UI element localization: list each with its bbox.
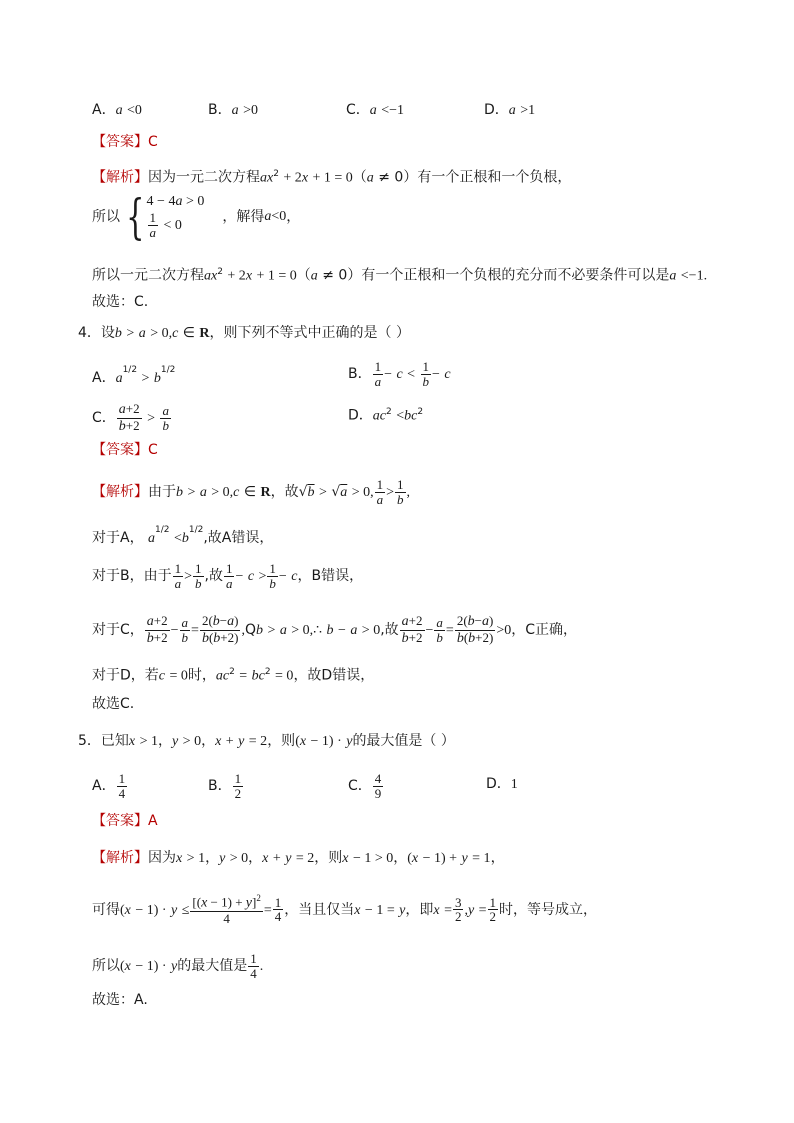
q3-analysis-line3: 所以一元二次方程$ax^2 + 2x + 1 = 0(a \ne 0)$有一个正根和一个负根的充分而不必要条件可以是a <−1. [92,267,708,284]
q5-analysis-line3: 所以(x − 1) · y的最大值是 $\frac{1}{4}$ . [92,951,264,981]
q3-conclusion: 故选：C. [92,294,149,310]
q3-answer: 【答案】C [92,134,158,150]
q5-conclusion: 故选：A. [92,992,148,1008]
q4-conclusion: 故选C. [92,696,135,712]
q5-option-b: B． $\frac{1}{2}$ [208,771,242,801]
q4-option-b: B． $\frac{1}{a}$ − c < $\frac{1}{b}$ − c [348,359,451,389]
q3-option-b: B．a >0 [208,102,258,118]
q4-stem: 4．设b > a > 0,c ∈ R，则下列不等式中正确的是（ ） [78,325,410,341]
q5-option-c: C． $\frac{4}{9}$ [348,771,382,801]
q5-analysis-line2: 可得(x − 1) · y ≤ $\frac{[(x - 1) + y]^2}{4}$ = $\frac{1}{4}$ ，当且仅当x − 1 = y，即x = $\frac{3}{2}$ ,y = $\frac{1}{2}$ 时，等号成立， [92,893,598,927]
q4-option-a: A．$a^{1/2} > b^{1/2}$ [92,365,176,386]
q4-analysis-c: 对于C， $\frac{a+2}{b+2}$ − $\frac{a}{b}$ = $\frac{2(b-a)}{b(b+2)}$ ,Qb > a > 0,∴ b − a > 0,故 $\frac{a+2}{b+2}$ − $\frac{a}{b}$ = $\frac{2(b-a)}{b(b+2)}$ >0，C正确， [92,613,578,646]
q5-option-a: A． $\frac{1}{4}$ [92,771,126,801]
q4-analysis-d: 对于D，若c = 0时，$ac^2 = bc^2 = 0$，故D错误， [92,667,375,684]
q5-option-d: D．1 [486,776,518,792]
q3-analysis-system: 所以 { 4 − 4a > 0 $\frac{1}{a}$ < 0 ，解得 a <0 ， [92,189,301,245]
q4-analysis-a: 对于A， $a^{1/2} <b^{1/2}$,故A错误， [92,525,274,546]
q4-option-c: C． $\frac{a+2}{b+2}$ > $\frac{a}{b}$ [92,401,169,434]
q3-option-d: D．a >1 [484,102,536,118]
q3-option-a: A．a <0 [92,102,142,118]
q3-analysis-line1: 【解析】因为一元二次方程$ax^2 + 2x + 1 = 0(a \ne 0)$有一个正根和一个负根， [92,169,572,186]
q4-analysis-b: 对于B，由于 $\frac{1}{a}$ > $\frac{1}{b}$ ,故 $\frac{1}{a}$ − c > $\frac{1}{b}$ − c，B错误， [92,561,364,591]
q4-analysis-line1: 【解析】由于b > a > 0,c ∈ R，故√b > √a > 0, $\frac{1}{a}$ > $\frac{1}{b}$ , [92,477,411,507]
q4-answer: 【答案】C [92,442,158,458]
q5-answer: 【答案】A [92,813,158,829]
q5-analysis-line1: 【解析】因为x > 1，y > 0，x + y = 2，则x − 1 > 0，(x − 1) + y = 1， [92,850,505,866]
q4-option-d: D．$ac^2 <bc^2$ [348,407,424,424]
q3-option-c: C．a <−1 [346,102,405,118]
q5-stem: 5．已知x > 1，y > 0，x + y = 2，则(x − 1) · y的最大值是（ ） [78,733,455,749]
